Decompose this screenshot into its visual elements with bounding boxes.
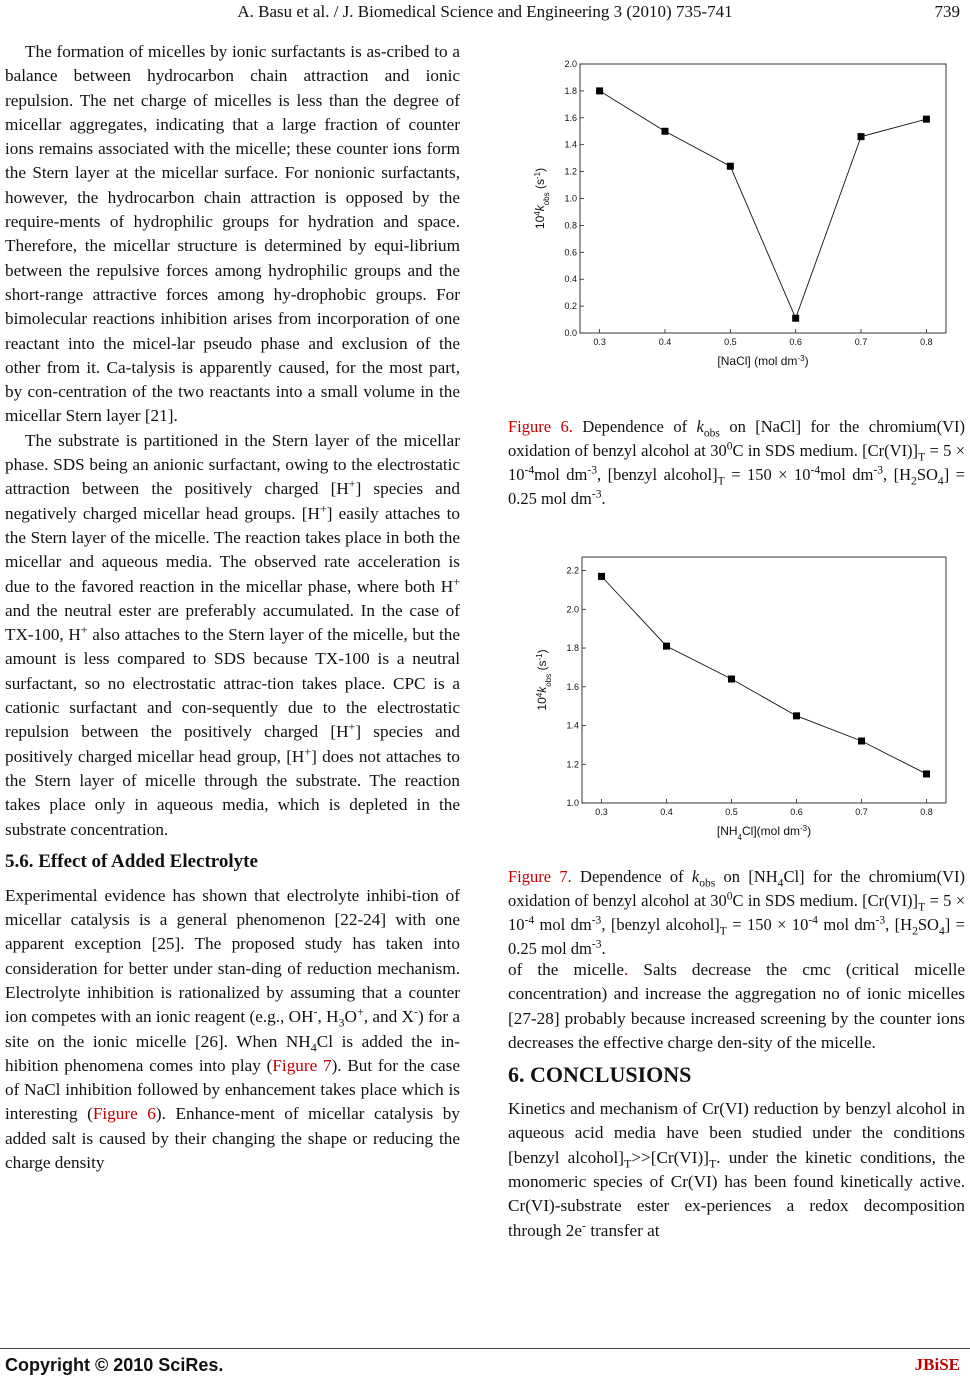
figure-7-caption: [508, 865, 965, 961]
copyright-notice: Copyright © 2010 SciRes.: [5, 1355, 224, 1375]
text-run: on [NaCl] for the chromium(VI) oxidation of benzyl alcohol at 30: [508, 417, 965, 460]
subscript: 2: [912, 925, 918, 938]
text-run: >>[Cr(VI)]: [631, 1147, 709, 1167]
page-number: 739: [934, 2, 960, 21]
superscript: -3: [875, 914, 886, 927]
fig7-x-axis-label: [717, 824, 811, 842]
fig7-data-point: [663, 643, 670, 650]
fig6-y-tick-label: 1.6: [564, 112, 577, 123]
fig7-x-tick-label: 0.5: [725, 807, 738, 817]
text-run: .: [624, 960, 629, 979]
fig7-data-point: [858, 738, 865, 745]
text-run: , [benzyl alcohol]: [597, 465, 718, 484]
fig6-y-tick-label: 0.2: [564, 301, 577, 312]
fig6-data-point: [858, 133, 865, 140]
fig7-x-axis-label-part: Cl](mol dm: [741, 824, 801, 838]
text-run: Dependence of: [571, 867, 692, 886]
fig7-y-axis-label-part: ): [535, 649, 549, 654]
journal-abbreviation: JBiSE: [914, 1355, 960, 1374]
fig7-y-axis-label-part: k: [535, 686, 549, 693]
text-run: = 5 × 10: [508, 441, 965, 484]
fig6-y-tick-label: 1.0: [564, 193, 577, 204]
text-run: , [H: [883, 465, 912, 484]
superscript: -3: [873, 464, 884, 477]
fig6-data-point: [596, 87, 603, 94]
fig7-x-axis-label-part: ): [807, 824, 812, 838]
figure-7-chart: [508, 545, 965, 845]
fig7-data-point: [598, 573, 605, 580]
right-column-text: [508, 958, 965, 1243]
subscript: 4: [938, 925, 945, 938]
superscript: +: [80, 622, 88, 637]
text-run: Experimental evidence has shown that electrolyte inhibi-tion of micellar catalysis is a general phenomenon [22-24] with one apparent exception [25]. The proposed study has taken into consideration for better under stan-ding of reduction mechanism. Electrolyte inhibition is rationalized by assuming that a counter ion competes with an ionic reagent (e.g., OH: [5, 885, 460, 1027]
fig7-x-tick-label: 0.6: [790, 807, 803, 817]
fig6-y-axis-label-part: 10: [533, 215, 547, 230]
text-run: ). But for the case of NaCl inhibition followed by enhancement takes place which is interesting (: [5, 1055, 461, 1124]
fig6-data-point: [792, 315, 799, 322]
left-column: [5, 40, 460, 1175]
text-run: transfer at: [586, 1220, 660, 1240]
figure-7-label: Figure 7.: [508, 867, 572, 886]
text-run: .: [601, 489, 606, 508]
superscript: -: [413, 1004, 418, 1019]
fig6-x-axis-label: [717, 354, 808, 369]
superscript: -3: [591, 938, 602, 951]
fig6-plot-frame: [580, 64, 946, 333]
fig6-y-tick-label: 0.0: [564, 328, 577, 338]
footer-divider: [0, 1348, 970, 1349]
superscript: -4: [524, 914, 535, 927]
text-run: ] = 0.25 mol dm: [508, 915, 965, 958]
subscript: 4: [777, 877, 784, 890]
fig6-y-axis-label-part: k: [533, 205, 547, 212]
superscript: +: [453, 573, 460, 588]
subscript: obs: [699, 877, 716, 890]
fig7-y-tick-label: 1.6: [566, 681, 579, 692]
fig7-series-line: [602, 576, 927, 774]
text-run: The substrate is partitioned in the Stern layer of the micellar phase. SDS being an anionic surfactant, owing to the electrostatic attraction between the positively charged [H: [5, 430, 460, 499]
running-title: A. Basu et al. / J. Biomedical Science and Engineering 3 (2010) 735-741: [237, 2, 733, 21]
superscript: -4: [524, 464, 535, 477]
fig7-y-axis-label: [535, 649, 553, 710]
text-run: on [NH: [715, 867, 778, 886]
text-run: ) for a site on the ionic micelle [26]. When NH: [5, 1007, 460, 1051]
fig6-y-tick-label: 1.2: [564, 166, 577, 177]
fig7-x-axis-label-part: 4: [737, 832, 742, 842]
fig6-y-tick-label: 0.8: [564, 220, 577, 231]
text-run: mol dm: [534, 915, 592, 934]
paragraph-conclusions: [508, 1097, 965, 1243]
fig7-data-point: [923, 770, 930, 777]
fig6-series-line: [600, 91, 927, 318]
fig6-x-axis-label-part: ): [804, 354, 809, 368]
text-run: ). Enhance-ment of micellar catalysis by added salt is caused by their changing the shape or reducing the charge density: [5, 1104, 460, 1173]
text-run: Kinetics and mechanism of Cr(VI) reduction by benzyl alcohol in aqueous acid media have been studied under the conditions [benzyl alcohol]: [508, 1099, 965, 1167]
text-run: C in SDS medium. [Cr(VI)]: [732, 441, 919, 460]
fig7-x-axis-label-part: [NH: [716, 824, 738, 838]
fig7-y-axis-label-part: 4: [534, 692, 544, 698]
fig6-y-axis-label: [533, 168, 551, 229]
fig6-x-axis-label-part: -3: [797, 353, 805, 363]
superscript: -: [582, 1217, 587, 1232]
fig6-x-tick-label: 0.7: [854, 337, 868, 347]
figure-6-label: Figure 6.: [508, 417, 573, 436]
paragraph-substrate-partition: [5, 429, 460, 842]
text-run: , and X: [363, 1007, 414, 1027]
text-run: mol dm: [817, 915, 876, 934]
fig7-y-axis-label-part: 10: [535, 697, 549, 711]
fig6-y-tick-label: 1.4: [564, 139, 577, 150]
fig7-y-tick-label: 1.0: [566, 798, 579, 808]
figure-6-chart: [508, 48, 965, 393]
subscript: T: [717, 475, 725, 488]
fig7-data-point: [793, 712, 800, 719]
figure-7: [508, 545, 965, 961]
text-run: SO: [917, 915, 939, 934]
figure-6: [508, 48, 965, 511]
figure-6-link[interactable]: Figure 6: [92, 1104, 156, 1124]
text-run: , H: [317, 1007, 339, 1027]
superscript: +: [356, 1004, 364, 1019]
figure-6-caption: [508, 415, 965, 511]
subscript: T: [719, 925, 727, 938]
page-header: [0, 2, 970, 24]
text-run: . under the kinetic conditions, the monomeric species of Cr(VI) has been found kinetically active. Cr(VI)-substrate ester ex-periences a redox decomposition through 2e: [508, 1147, 965, 1240]
subscript: 3: [338, 1015, 345, 1030]
section-heading-conclusions: 6. CONCLUSIONS: [508, 1062, 692, 1088]
fig7-data-point: [728, 676, 735, 683]
superscript: -4: [808, 914, 818, 927]
section-heading-5-6: 5.6. Effect of Added Electrolyte: [5, 850, 258, 872]
fig7-y-axis-label-part: obs: [543, 673, 553, 687]
text-run: mol dm: [820, 465, 874, 484]
fig6-y-axis-label-part: (s: [533, 179, 547, 193]
superscript: -: [313, 1004, 318, 1019]
text-run: ] species and positively charged micellar head group, [H: [5, 722, 460, 766]
text-run: = 5 × 10: [508, 891, 965, 934]
superscript: -4: [810, 464, 821, 477]
superscript: +: [348, 476, 356, 491]
subscript: obs: [703, 427, 720, 440]
fig7-x-tick-label: 0.7: [855, 807, 868, 817]
fig7-y-tick-label: 1.2: [566, 759, 579, 770]
fig7-y-axis-label-part: -1: [534, 653, 544, 661]
text-run: = 150 × 10: [726, 915, 809, 934]
fig6-x-tick-label: 0.8: [920, 337, 933, 347]
text-run: , [benzyl alcohol]: [601, 915, 720, 934]
superscript: +: [348, 719, 356, 734]
paragraph-micelle-continuation: [508, 958, 965, 1055]
superscript: 0: [726, 440, 733, 453]
paragraph-electrolyte-effect: [5, 884, 460, 1176]
fig6-x-tick-label: 0.5: [724, 337, 737, 347]
fig7-y-tick-label: 1.4: [566, 720, 579, 731]
text-run: ] easily attaches to the Stern layer of the micelle. The reaction takes place in both the micellar and aqueous media. The observed rate acceleration is due to the favored reaction in the micellar phase, where both H: [5, 503, 460, 596]
fig7-x-tick-label: 0.3: [595, 807, 608, 817]
text-run: = 150 × 10: [724, 465, 811, 484]
fig6-y-tick-label: 0.4: [564, 274, 577, 285]
text-run: SO: [916, 465, 938, 484]
fig6-data-point: [727, 163, 734, 170]
text-run: ] = 0.25 mol dm: [508, 465, 965, 508]
fig6-x-tick-label: 0.4: [658, 337, 672, 347]
superscript: +: [319, 500, 327, 515]
text-run: Salts decrease the cmc (critical micelle concentration) and increase the aggregation no of ionic micelles [27-28] probably because increased screening by the counter ions decreases the effective charge den-sity of the micelle.: [508, 960, 965, 1052]
paragraph-micelle-formation: The formation of micelles by ionic surfactants is as-cribed to a balance between hydrocarbon chain attraction and ionic repulsion. The net charge of micelles is less than the degree of micellar aggregates, indicating that a large fraction of counter ions remains associated with the micelle; these counter ions form the Stern layer at the micellar surface. For nonionic surfactants, however, the hydrocarbon chain attraction is opposed by the require-ments of hydrophilic groups for hydration and space. Therefore, the micellar structure is determined by equi-librium between the repulsive forces among hydrophilic groups and the short-range attractive forces among hy-drophobic groups. For bimolecular reactions inhibition arises from incorporation of one reactant into the micel-lar pseudo phase and exclusion of the other from it. Ca-talysis is apparently caused, for the most part, by con-centration of the two reactants into a small volume in the micellar Stern layer [21].: [5, 42, 460, 426]
superscript: -3: [591, 914, 602, 927]
fig7-x-axis-label-part: -3: [800, 823, 808, 833]
page-footer: [0, 1355, 970, 1383]
fig6-y-tick-label: 0.6: [564, 247, 577, 258]
fig7-y-tick-label: 1.8: [566, 643, 579, 654]
text-run: ] species and negatively charged micellar head groups. [H: [5, 479, 460, 523]
fig7-y-tick-label: 2.0: [566, 604, 579, 615]
subscript: T: [623, 1156, 632, 1171]
fig6-x-tick-label: 0.6: [789, 337, 802, 347]
text-run: Cl is added the in-hibition phenomena comes into play (: [5, 1031, 461, 1075]
text-run: mol dm: [534, 465, 588, 484]
superscript: -3: [591, 488, 602, 501]
text-run: of the micelle: [508, 960, 625, 979]
fig7-y-axis-label-part: (s: [535, 660, 549, 674]
superscript: 0: [726, 890, 733, 903]
fig6-y-axis-label-part: -1: [532, 171, 542, 180]
text-run: C in SDS medium. [Cr(VI)]: [732, 891, 919, 910]
fig6-data-point: [661, 128, 668, 135]
text-run: Cl] for the chromium(VI) oxidation of benzyl alcohol at 30: [508, 867, 966, 910]
fig6-x-tick-label: 0.3: [593, 337, 606, 347]
superscript: -3: [587, 464, 597, 477]
subscript: T: [918, 901, 926, 914]
figure-7-link[interactable]: Figure 7: [272, 1055, 332, 1075]
fig7-plot-frame: [582, 557, 946, 803]
fig7-x-tick-label: 0.8: [920, 807, 933, 817]
text-run: and the neutral ester are preferably accumulated. In the case of TX-100, H: [5, 600, 460, 645]
text-run: also attaches to the Stern layer of the micelle, but the amount is less compared to SDS because TX-100 is a neutral surfactant, so no electrostatic attrac-tion takes place. CPC is a cationic surfactant and con-sequently due to the electrostatic repulsion between the positively charged [H: [5, 625, 460, 742]
text-run: Dependence of: [572, 417, 697, 436]
text-run: O: [344, 1007, 357, 1027]
fig6-y-axis-label-part: ): [533, 167, 547, 172]
fig6-y-axis-label-part: 4: [532, 211, 542, 216]
fig7-y-tick-label: 2.2: [566, 565, 579, 576]
fig6-data-point: [923, 116, 930, 123]
subscript: T: [918, 451, 926, 464]
subscript: 4: [310, 1040, 317, 1055]
fig6-y-tick-label: 2.0: [564, 59, 577, 69]
subscript: T: [708, 1156, 717, 1171]
text-run: k: [696, 417, 704, 436]
subscript: 2: [911, 475, 917, 488]
text-run: .: [601, 939, 606, 958]
fig6-y-tick-label: 1.8: [564, 85, 577, 96]
text-run: , [H: [885, 915, 913, 934]
subscript: 4: [937, 475, 944, 488]
fig6-y-axis-label-part: obs: [541, 192, 551, 206]
text-run: k: [691, 867, 700, 886]
superscript: +: [304, 743, 312, 758]
text-run: ] does not attaches to the Stern layer of micelle through the substrate. The reaction takes place only in aqueous media, which is depleted in the substrate concentration.: [5, 746, 460, 839]
fig6-x-axis-label-part: [NaCl] (mol dm: [717, 354, 798, 368]
fig7-x-tick-label: 0.4: [660, 807, 673, 817]
